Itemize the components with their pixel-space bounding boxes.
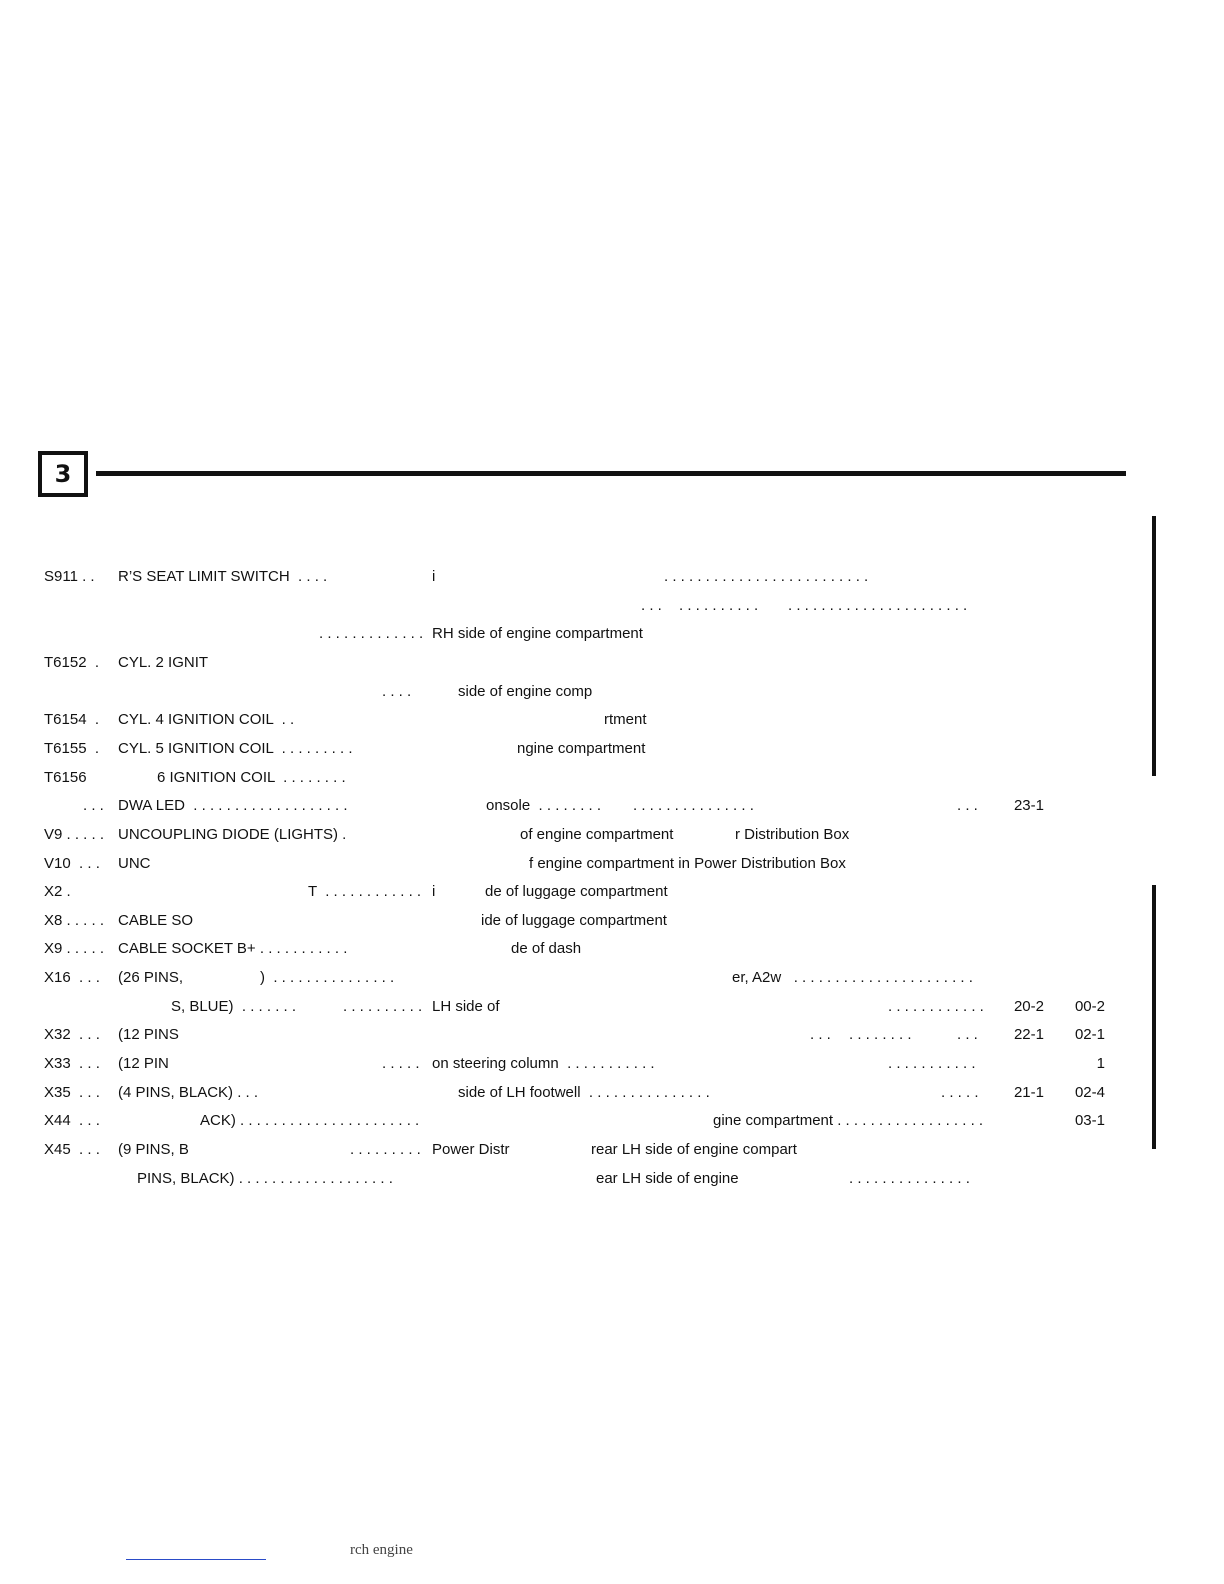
section-badge <box>38 451 88 497</box>
row-fragment: . . . . . . . . . . <box>679 597 759 614</box>
row-fragment: de of dash <box>511 940 582 957</box>
row-fragment: side of LH footwell . . . . . . . . . . . . . . . <box>458 1084 710 1101</box>
row-p2: 03-1 <box>1074 1112 1105 1129</box>
row-desc: (9 PINS, B <box>118 1141 189 1158</box>
row-loc: on steering column . . . . . . . . . . . <box>432 1055 655 1072</box>
row-desc: (4 PINS, BLACK) . . . <box>118 1084 259 1101</box>
margin-bar-upper <box>1152 516 1156 776</box>
section-number: 3 <box>54 460 72 488</box>
row-fragment: ear LH side of engine <box>596 1170 739 1187</box>
row-desc: R’S SEAT LIMIT SWITCH . . . . <box>118 568 328 585</box>
row-p1: 22-1 <box>1013 1026 1044 1043</box>
row-p2: 02-1 <box>1074 1026 1105 1043</box>
row-fragment: de of luggage compartment <box>485 883 668 900</box>
row-fragment: . . . . . . . . . . . . <box>888 998 984 1015</box>
row-fragment: . . . . . . . . . . . . . . . . . . . . . . <box>788 597 968 614</box>
row-loc: i <box>432 883 436 900</box>
row-loc: i <box>432 568 436 585</box>
row-fragment: . . . . . <box>941 1084 979 1101</box>
row-fragment: 6 IGNITION COIL . . . . . . . . <box>157 769 346 786</box>
row-fragment: ide of luggage compartment <box>481 912 667 929</box>
row-loc: Power Distr <box>432 1141 510 1158</box>
row-id: X33 . . . <box>44 1055 100 1072</box>
row-fragment: ngine compartment <box>517 740 646 757</box>
row-fragment: onsole . . . . . . . . <box>486 797 602 814</box>
row-id: X35 . . . <box>44 1084 100 1101</box>
row-p1: 23-1 <box>1013 797 1044 814</box>
row-fragment: gine compartment . . . . . . . . . . . . . . . . . . <box>713 1112 984 1129</box>
row-fragment: S, BLUE) . . . . . . . <box>171 998 297 1015</box>
footer-text: rch engine <box>350 1542 413 1558</box>
margin-bar-lower <box>1152 885 1156 1149</box>
row-fragment: . . . . . . . . . . . . . . . . . . . . . . . . . <box>664 568 869 585</box>
row-p2: 02-4 <box>1074 1084 1105 1101</box>
row-fragment: ACK) . . . . . . . . . . . . . . . . . . . . . . <box>200 1112 420 1129</box>
row-fragment: PINS, BLACK) . . . . . . . . . . . . . . . . . . . <box>137 1170 393 1187</box>
row-desc: DWA LED . . . . . . . . . . . . . . . . . . . <box>118 797 348 814</box>
row-desc: CYL. 4 IGNITION COIL . . <box>118 711 295 728</box>
row-fragment: . . . <box>641 597 662 614</box>
row-id: T6156 <box>44 769 87 786</box>
row-fragment: . . . . . <box>382 1055 420 1072</box>
row-id: S911 . . <box>44 568 95 585</box>
row-loc: LH side of <box>432 998 500 1015</box>
row-fragment: . . . . . . . . . . . . . . . <box>633 797 754 814</box>
row-fragment: . . . . . . . . <box>849 1026 912 1043</box>
footer-link-line[interactable] <box>126 1559 266 1560</box>
row-desc: UNCOUPLING DIODE (LIGHTS) . <box>118 826 347 843</box>
row-fragment: . . . . . . . . . . . <box>888 1055 976 1072</box>
row-desc: (26 PINS, <box>118 969 184 986</box>
row-fragment: f engine compartment in Power Distribution Box <box>529 855 846 872</box>
row-id: V10 . . . <box>44 855 100 872</box>
header-rule <box>96 471 1126 476</box>
row-loc: RH side of engine compartment <box>432 625 643 642</box>
row-fragment: . . . <box>83 797 104 814</box>
row-fragment: . . . . <box>382 683 412 700</box>
row-fragment: of engine compartment <box>520 826 674 843</box>
row-id: T6152 . <box>44 654 100 671</box>
row-desc: (12 PIN <box>118 1055 169 1072</box>
row-id: X2 . <box>44 883 71 900</box>
row-fragment: rear LH side of engine compart <box>591 1141 797 1158</box>
row-desc: CYL. 2 IGNIT <box>118 654 209 671</box>
row-id: X32 . . . <box>44 1026 100 1043</box>
row-fragment: . . . . . . . . . . <box>343 998 423 1015</box>
row-id: X16 . . . <box>44 969 100 986</box>
row-desc: CABLE SOCKET B+ . . . . . . . . . . . <box>118 940 348 957</box>
row-p2: 00-2 <box>1074 998 1105 1015</box>
row-fragment: . . . <box>957 797 978 814</box>
row-desc: CABLE SO <box>118 912 194 929</box>
row-fragment: . . . . . . . . . <box>350 1141 421 1158</box>
row-fragment: . . . <box>957 1026 978 1043</box>
row-fragment: T . . . . . . . . . . . . <box>308 883 422 900</box>
row-fragment: . . . <box>810 1026 831 1043</box>
row-p1: 20-2 <box>1013 998 1044 1015</box>
row-desc: CYL. 5 IGNITION COIL . . . . . . . . . <box>118 740 353 757</box>
row-id: T6154 . <box>44 711 100 728</box>
row-id: T6155 . <box>44 740 100 757</box>
row-fragment: . . . . . . . . . . . . . . . <box>849 1170 970 1187</box>
row-fragment: er, A2w . . . . . . . . . . . . . . . . . . . . . . <box>732 969 973 986</box>
row-fragment: . . . . . . . . . . . . . <box>319 625 424 642</box>
row-id: X44 . . . <box>44 1112 100 1129</box>
row-id: X45 . . . <box>44 1141 100 1158</box>
row-fragment: ) . . . . . . . . . . . . . . . <box>260 969 395 986</box>
row-desc: (12 PINS <box>118 1026 179 1043</box>
row-p1: 21-1 <box>1013 1084 1044 1101</box>
row-desc: UNC <box>118 855 151 872</box>
row-fragment: rtment <box>604 711 647 728</box>
row-id: X9 . . . . . <box>44 940 105 957</box>
row-fragment: r Distribution Box <box>735 826 850 843</box>
row-fragment: side of engine comp <box>458 683 593 700</box>
row-p3: 1 <box>1096 1055 1105 1072</box>
row-id: X8 . . . . . <box>44 912 105 929</box>
row-id: V9 . . . . . <box>44 826 105 843</box>
